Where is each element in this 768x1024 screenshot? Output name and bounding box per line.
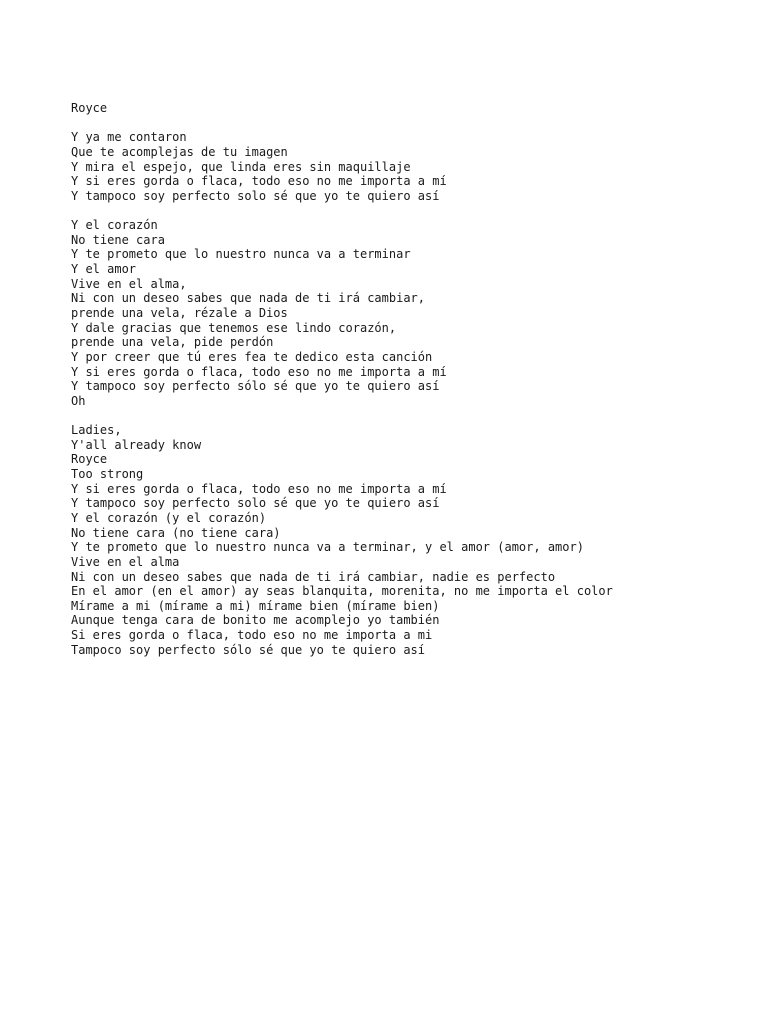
text-line: prende una vela, rézale a Dios bbox=[71, 305, 288, 320]
blank-line bbox=[71, 116, 751, 131]
text-line: Too strong bbox=[71, 467, 144, 482]
text-line: Y el amor bbox=[71, 262, 137, 277]
text-line: Y ya me contaron bbox=[71, 130, 187, 145]
text-line: Vive en el alma bbox=[71, 554, 180, 569]
text-line: Royce bbox=[71, 101, 108, 115]
text-line: Aunque tenga cara de bonito me acomplejo yo también bbox=[71, 613, 440, 628]
text-line: Y te prometo que lo nuestro nunca va a terminar, y el amor (amor, amor) bbox=[71, 540, 584, 555]
text-line: Y tampoco soy perfecto sólo sé que yo te quiero así bbox=[71, 379, 440, 394]
text-line: Y si eres gorda o flaca, todo eso no me importa a mí bbox=[71, 364, 447, 379]
text-line: En el amor (en el amor) ay seas blanquita, morenita, no me importa el color bbox=[71, 584, 613, 599]
text-line: Ladies, bbox=[71, 423, 122, 438]
text-line: Y tampoco soy perfecto solo sé que yo te quiero así bbox=[71, 188, 440, 203]
text-line: Y el corazón bbox=[71, 218, 158, 233]
text-line: Y tampoco soy perfecto solo sé que yo te quiero así bbox=[71, 496, 440, 511]
text-line: Royce bbox=[71, 452, 108, 467]
text-line: Y por creer que tú eres fea te dedico esta canción bbox=[71, 349, 433, 364]
text-line: Mírame a mi (mírame a mi) mírame bien (mírame bien) bbox=[71, 598, 440, 613]
text-line: Y te prometo que lo nuestro nunca va a terminar bbox=[71, 247, 411, 262]
text-line: Y si eres gorda o flaca, todo eso no me importa a mí bbox=[71, 481, 447, 496]
text-line: prende una vela, pide perdón bbox=[71, 335, 274, 350]
text-line: Que te acomplejas de tu imagen bbox=[71, 144, 288, 159]
text-line: No tiene cara (no tiene cara) bbox=[71, 525, 281, 540]
document-body bbox=[71, 101, 751, 657]
text-line: Si eres gorda o flaca, todo eso no me importa a mi bbox=[71, 628, 433, 643]
text-line: Ni con un deseo sabes que nada de ti irá cambiar, nadie es perfecto bbox=[71, 569, 556, 584]
text-line: No tiene cara bbox=[71, 232, 165, 247]
text-line: Y el corazón (y el corazón) bbox=[71, 510, 267, 525]
text-line: Y dale gracias que tenemos ese lindo corazón, bbox=[71, 320, 397, 335]
blank-line bbox=[71, 203, 751, 218]
text-line: Ni con un deseo sabes que nada de ti irá cambiar, bbox=[71, 291, 426, 306]
text-line: Y mira el espejo, que linda eres sin maquillaje bbox=[71, 159, 411, 174]
text-line: Y si eres gorda o flaca, todo eso no me importa a mí bbox=[71, 174, 447, 189]
text-line: Oh bbox=[71, 393, 86, 408]
text-line: Y'all already know bbox=[71, 437, 202, 452]
text-line: Tampoco soy perfecto sólo sé que yo te quiero así bbox=[71, 642, 426, 657]
blank-line bbox=[71, 408, 751, 423]
text-line: Vive en el alma, bbox=[71, 276, 187, 291]
